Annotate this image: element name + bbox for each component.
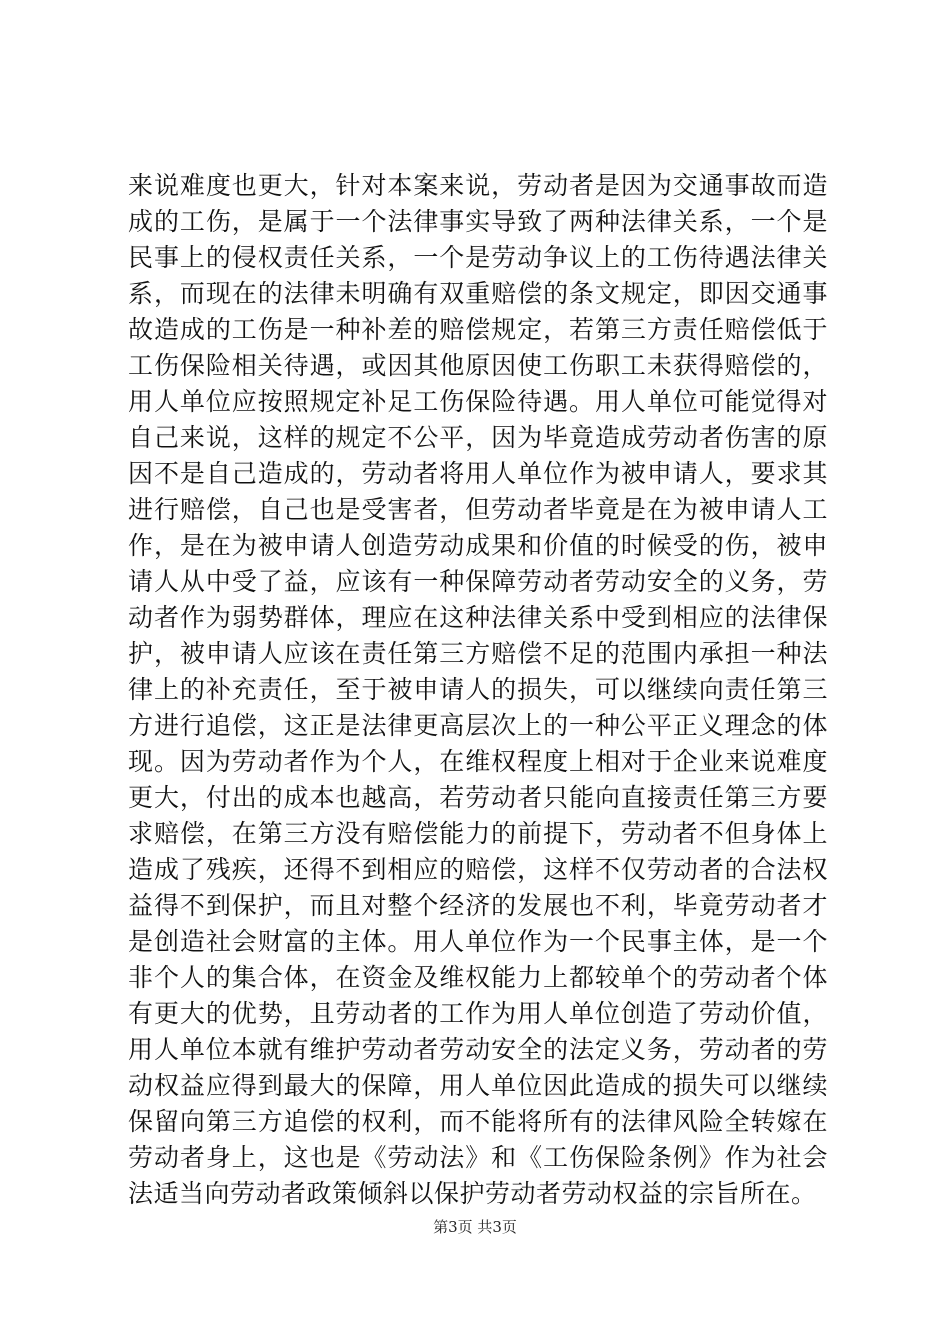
text-line: 动者作为弱势群体，理应在这种法律关系中受到相应的法律保 xyxy=(128,603,828,632)
text-line: 是创造社会财富的主体。用人单位作为一个民事主体，是一个 xyxy=(128,927,828,956)
text-line: 更大，付出的成本也越高，若劳动者只能向直接责任第三方要 xyxy=(128,783,828,812)
text-line: 用人单位应按照规定补足工伤保险待遇。用人单位可能觉得对 xyxy=(128,387,828,416)
page-footer: 第3页 共3页 xyxy=(433,1218,517,1236)
text-line: 求赔偿，在第三方没有赔偿能力的前提下，劳动者不但身体上 xyxy=(128,819,828,848)
document-body xyxy=(128,168,828,1212)
text-line: 现。因为劳动者作为个人，在维权程度上相对于企业来说难度 xyxy=(128,747,828,776)
text-line: 益得不到保护，而且对整个经济的发展也不利，毕竟劳动者才 xyxy=(128,891,828,920)
text-line: 有更大的优势，且劳动者的工作为用人单位创造了劳动价值， xyxy=(128,999,828,1028)
text-line: 法适当向劳动者政策倾斜以保护劳动者劳动权益的宗旨所在。 xyxy=(128,1179,817,1208)
text-line: 律上的补充责任，至于被申请人的损失，可以继续向责任第三 xyxy=(128,675,828,704)
text-line: 造成了残疾，还得不到相应的赔偿，这样不仅劳动者的合法权 xyxy=(128,855,828,884)
text-line: 作，是在为被申请人创造劳动成果和价值的时候受的伤，被申 xyxy=(128,531,828,560)
text-line: 动权益应得到最大的保障，用人单位因此造成的损失可以继续 xyxy=(128,1071,828,1100)
text-line: 护，被申请人应该在责任第三方赔偿不足的范围内承担一种法 xyxy=(128,639,828,668)
text-line: 自己来说，这样的规定不公平，因为毕竟造成劳动者伤害的原 xyxy=(128,423,828,452)
text-line: 劳动者身上，这也是《劳动法》和《工伤保险条例》作为社会 xyxy=(128,1143,828,1172)
text-line: 工伤保险相关待遇，或因其他原因使工伤职工未获得赔偿的， xyxy=(128,351,828,380)
text-line: 成的工伤，是属于一个法律事实导致了两种法律关系，一个是 xyxy=(128,207,828,236)
text-line: 民事上的侵权责任关系，一个是劳动争议上的工伤待遇法律关 xyxy=(128,243,828,272)
text-line: 非个人的集合体，在资金及维权能力上都较单个的劳动者个体 xyxy=(128,963,828,992)
text-line: 用人单位本就有维护劳动者劳动安全的法定义务，劳动者的劳 xyxy=(128,1035,828,1064)
text-line: 故造成的工伤是一种补差的赔偿规定，若第三方责任赔偿低于 xyxy=(128,315,828,344)
text-line: 系，而现在的法律未明确有双重赔偿的条文规定，即因交通事 xyxy=(128,279,828,308)
text-line: 进行赔偿，自己也是受害者，但劳动者毕竟是在为被申请人工 xyxy=(128,495,828,524)
text-line: 方进行追偿，这正是法律更高层次上的一种公平正义理念的体 xyxy=(128,711,828,740)
text-line: 保留向第三方追偿的权利，而不能将所有的法律风险全转嫁在 xyxy=(128,1107,828,1136)
text-line: 请人从中受了益，应该有一种保障劳动者劳动安全的义务，劳 xyxy=(128,567,828,596)
text-line: 因不是自己造成的，劳动者将用人单位作为被申请人，要求其 xyxy=(128,459,828,488)
text-line: 来说难度也更大，针对本案来说，劳动者是因为交通事故而造 xyxy=(128,171,828,200)
